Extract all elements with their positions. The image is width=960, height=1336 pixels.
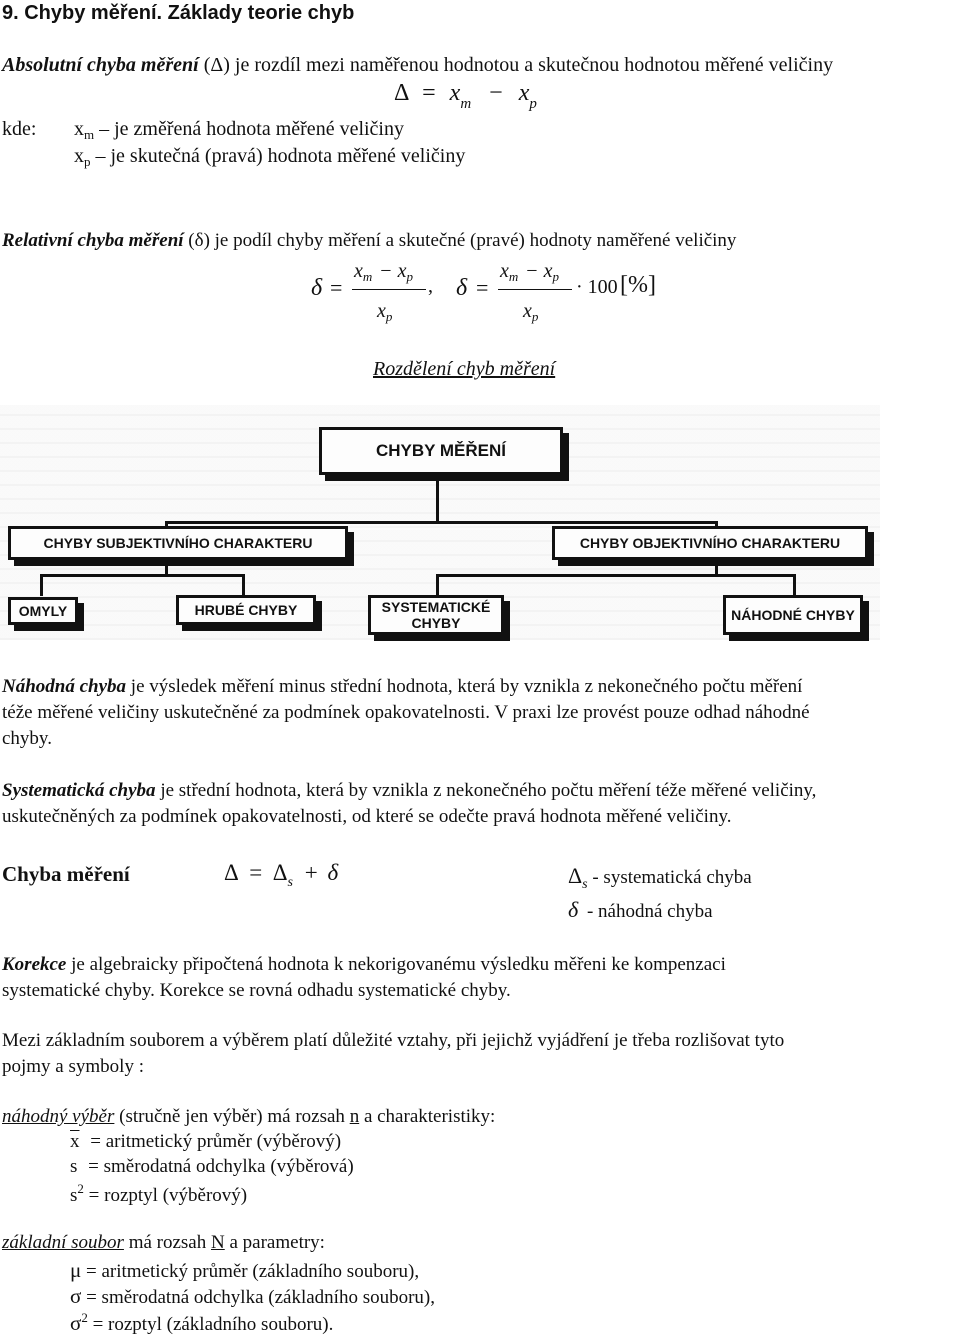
relative-error-term: Relativní chyba měření (2, 230, 184, 251)
systematic-error-term: Systematická chyba (2, 780, 156, 801)
relative-error-definition: Relativní chyba měření (δ) je podíl chyby měření a skutečné (pravé) hodnoty naměřené veličiny (2, 230, 737, 251)
correction-paragraph: Korekce je algebraicky připočtená hodnota k nekorigovanému výsledku měřeni ke kompenzaci systematické chyby. Korekce se rovná odhadu systematické chyby. (2, 954, 726, 1001)
absolute-error-term: Absolutní chyba měření (2, 54, 199, 76)
fraction-line (352, 289, 426, 290)
diagram-root-box: CHYBY MĚŘENÍ (319, 427, 563, 475)
connector (436, 574, 796, 577)
absolute-error-definition: Absolutní chyba měření (Δ) je rozdíl mezi naměřenou hodnotou a skutečnou hodnotou měřené veličiny (2, 54, 834, 76)
legend-random: δ - náhodná chyba (568, 897, 713, 922)
diagram-subjective-box: CHYBY SUBJEKTIVNÍHO CHARAKTERU (8, 526, 348, 560)
sample-term: náhodný výběr (2, 1106, 115, 1127)
intro-paragraph: Mezi základním souborem a výběrem platí důležité vztahy, při jejichž vyjádření je třeba rozlišovat tyto pojmy a symboly : (2, 1030, 785, 1077)
connector (40, 574, 43, 596)
population-item-mean: μ = aritmetický průměr (základního souboru), (70, 1258, 420, 1282)
sample-heading: náhodný výběr (stručně jen výběr) má rozsah n a charakteristiky: (2, 1106, 496, 1127)
connector (793, 574, 796, 596)
connector (242, 574, 245, 596)
total-error-label: Chyba měření (2, 862, 130, 886)
error-classification-diagram (0, 405, 880, 640)
diagram-title: Rozdělení chyb měření (373, 358, 556, 380)
absolute-error-formula: $\Delta = x_m - x_p$ (394, 80, 537, 112)
population-item-variance: $\sigma^2$ = rozptyl (základního souboru). (70, 1310, 334, 1335)
population-term: základní soubor (2, 1232, 124, 1253)
diagram-objective-box: CHYBY OBJEKTIVNÍHO CHARAKTERU (552, 526, 868, 560)
legend-systematic: $\Delta_s$ - systematická chyba (568, 863, 752, 892)
total-error-formula: $\Delta = \Delta_s + \delta$ (224, 860, 339, 890)
systematic-error-paragraph: Systematická chyba je střední hodnota, která by vznikla z nekonečného počtu měření téže měřené veličiny, uskutečněných za podmínek opakovatelnosti, od které se odečte pravá hodnota měřené veličiny. (2, 780, 817, 827)
definition-xm: $x_m$ – je změřená hodnota měřené veličiny (74, 118, 404, 142)
page-title: 9. Chyby měření. Základy teorie chyb (2, 2, 355, 24)
random-error-paragraph: Náhodná chyba je výsledek měření minus střední hodnota, která by vznikla z nekonečného počtu měření téže měřené veličiny uskutečněné za podmínek opakovatelnosti. V praxi lze provést pouze odhad náhodné chyby. (2, 676, 810, 749)
definition-xp: $x_p$ – je skutečná (pravá) hodnota měřené veličiny (74, 145, 466, 169)
population-heading: základní soubor má rozsah N a parametry: (2, 1232, 325, 1253)
connector (436, 477, 439, 523)
random-error-term: Náhodná chyba (2, 676, 127, 697)
diagram-leaf-random: NÁHODNÉ CHYBY (723, 595, 863, 635)
connector (165, 521, 718, 524)
connector (436, 574, 439, 596)
diagram-leaf-mistakes: OMYLY (8, 597, 78, 625)
diagram-leaf-gross-errors: HRUBÉ CHYBY (176, 595, 316, 625)
connector (40, 574, 245, 577)
correction-term: Korekce (2, 954, 67, 975)
where-label: kde: (2, 118, 37, 140)
population-item-stdev: σ = směrodatná odchylka (základního souboru), (70, 1284, 435, 1308)
sample-item-stdev: s = směrodatná odchylka (výběrová) (70, 1156, 354, 1177)
sample-item-variance: $s^2$ = rozptyl (výběrový) (70, 1181, 248, 1206)
sample-item-mean: $\overline{x}$ = aritmetický průměr (výběrový) (70, 1131, 342, 1152)
diagram-leaf-systematic: SYSTEMATICKÉ CHYBY (368, 595, 504, 635)
fraction-line (498, 289, 572, 290)
